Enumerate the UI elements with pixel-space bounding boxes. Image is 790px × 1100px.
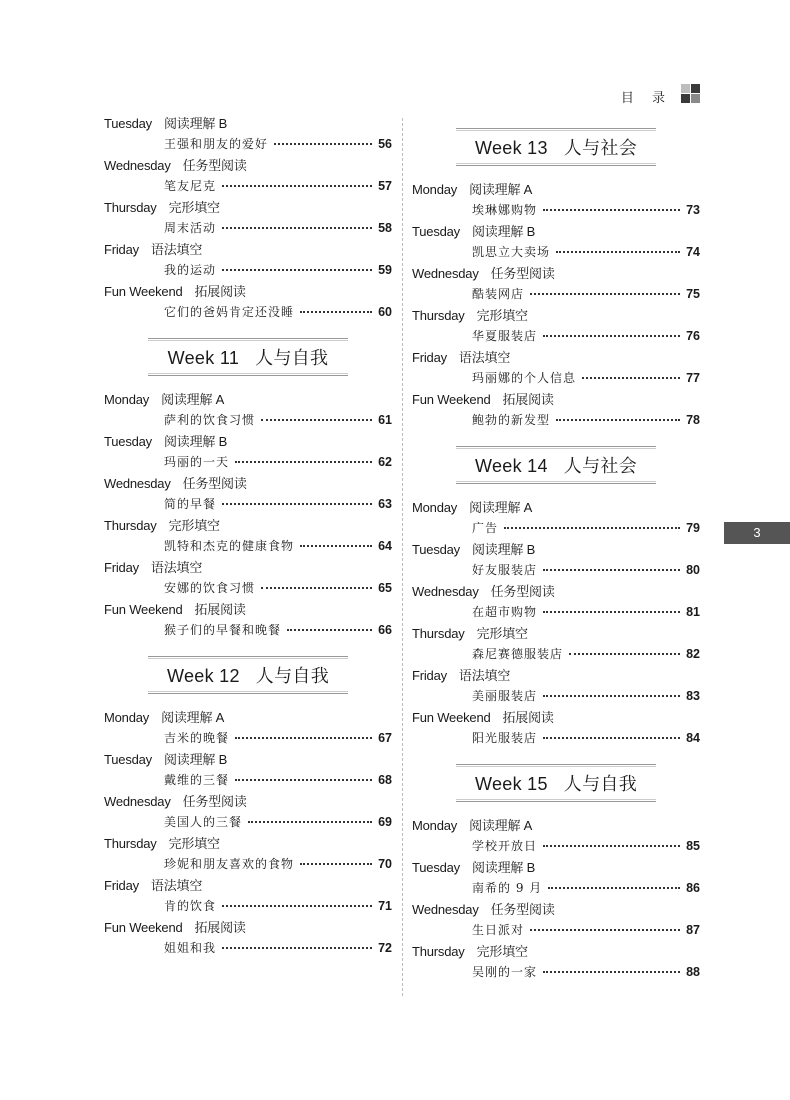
day-name: Wednesday	[104, 794, 171, 809]
day-heading	[412, 581, 700, 602]
entry-title: 笔友尼克	[164, 179, 217, 193]
banner-rule	[456, 163, 656, 164]
dot-leader	[530, 293, 680, 295]
day-name: Fun Weekend	[412, 392, 491, 407]
entry-title: 玛丽娜的个人信息	[472, 371, 577, 385]
day-name: Wednesday	[104, 158, 171, 173]
day-name: Thursday	[104, 200, 157, 215]
day-heading	[412, 347, 700, 368]
exercise-type: 阅读理解 A	[469, 818, 533, 833]
page-number: 79	[686, 521, 700, 535]
day-heading	[412, 221, 700, 242]
page-number: 87	[686, 923, 700, 937]
exercise-type: 阅读理解 B	[471, 542, 536, 557]
banner-rule	[456, 483, 656, 484]
banner-rule	[456, 766, 656, 767]
entry-title: 肯的饮食	[164, 899, 217, 913]
exercise-type: 拓展阅读	[194, 284, 246, 299]
page-number: 59	[378, 263, 392, 277]
toc-entry[interactable]	[472, 728, 700, 749]
banner-rule	[456, 799, 656, 800]
toc-entry[interactable]	[164, 134, 392, 155]
exercise-type: 任务型阅读	[490, 902, 555, 917]
exercise-type: 拓展阅读	[502, 710, 554, 725]
day-name: Fun Weekend	[104, 284, 183, 299]
page-number: 82	[686, 647, 700, 661]
entry-title: 美国人的三餐	[164, 815, 243, 829]
page-number: 74	[686, 245, 700, 259]
exercise-type: 完形填空	[168, 200, 220, 215]
day-name: Monday	[104, 392, 150, 407]
toc-entry[interactable]	[472, 410, 700, 431]
dot-leader	[543, 569, 680, 571]
day-heading	[412, 263, 700, 284]
dot-leader	[222, 947, 372, 949]
toc-entry[interactable]	[164, 260, 392, 281]
day-name: Monday	[412, 182, 458, 197]
week-banner	[456, 446, 656, 484]
dot-leader	[556, 419, 680, 421]
day-name: Fun Weekend	[104, 920, 183, 935]
page-number: 84	[686, 731, 700, 745]
dot-leader	[543, 737, 680, 739]
dot-leader	[504, 527, 680, 529]
toc-right-column	[412, 113, 700, 983]
week-title	[456, 770, 656, 796]
dot-leader	[543, 209, 680, 211]
entry-title: 广告	[472, 521, 499, 535]
page-number: 60	[378, 305, 392, 319]
exercise-type: 阅读理解 B	[163, 116, 228, 131]
week-theme: 人与社会	[563, 456, 637, 476]
dot-leader	[300, 863, 372, 865]
entry-title: 萨利的饮食习惯	[164, 413, 256, 427]
dot-leader	[543, 611, 680, 613]
toc-entry[interactable]	[472, 644, 700, 665]
toc-entry[interactable]	[472, 602, 700, 623]
day-heading	[104, 707, 392, 728]
entry-title: 吉米的晚餐	[164, 731, 230, 745]
day-heading	[104, 431, 392, 452]
exercise-type: 拓展阅读	[194, 920, 246, 935]
dot-leader	[235, 461, 372, 463]
day-name: Monday	[412, 818, 458, 833]
banner-rule	[456, 448, 656, 449]
entry-title: 凯特和杰克的健康食物	[164, 539, 295, 553]
page-number: 77	[686, 371, 700, 385]
exercise-type: 拓展阅读	[194, 602, 246, 617]
entry-title: 我的运动	[164, 263, 217, 277]
dot-leader	[569, 653, 680, 655]
day-name: Thursday	[104, 518, 157, 533]
entry-title: 鲍勃的新发型	[472, 413, 551, 427]
page-number: 64	[378, 539, 392, 553]
day-heading	[412, 899, 700, 920]
exercise-type: 完形填空	[168, 518, 220, 533]
entry-title: 周末活动	[164, 221, 217, 235]
day-name: Tuesday	[104, 752, 152, 767]
week-theme: 人与社会	[563, 138, 637, 158]
week-number: Week 14	[474, 456, 548, 476]
dot-leader	[530, 929, 680, 931]
day-name: Tuesday	[104, 116, 152, 131]
dot-leader	[274, 143, 372, 145]
exercise-type: 阅读理解 B	[163, 752, 228, 767]
day-name: Wednesday	[104, 476, 171, 491]
dot-leader	[543, 845, 680, 847]
page-number: 76	[686, 329, 700, 343]
dot-leader	[261, 419, 372, 421]
exercise-type: 语法填空	[458, 668, 511, 683]
day-heading	[412, 305, 700, 326]
banner-rule	[148, 658, 348, 659]
day-name: Thursday	[412, 308, 465, 323]
page-number: 81	[686, 605, 700, 619]
day-name: Monday	[412, 500, 458, 515]
toc-entry[interactable]	[164, 620, 392, 641]
exercise-type: 阅读理解 A	[161, 392, 225, 407]
toc-entry[interactable]	[164, 578, 392, 599]
exercise-type: 拓展阅读	[502, 392, 554, 407]
entry-title: 吴刚的一家	[472, 965, 538, 979]
entry-title: 阳光服装店	[472, 731, 538, 745]
toc-entry[interactable]	[472, 878, 700, 899]
entry-title: 埃琳娜购物	[472, 203, 538, 217]
entry-title: 王强和朋友的爱好	[164, 137, 269, 151]
dot-leader	[287, 629, 372, 631]
page-number: 62	[378, 455, 392, 469]
toc-entry[interactable]	[472, 920, 700, 941]
day-name: Tuesday	[412, 542, 460, 557]
day-heading	[412, 497, 700, 518]
toc-entry[interactable]	[472, 686, 700, 707]
exercise-type: 语法填空	[150, 242, 203, 257]
header-logo-icon	[681, 84, 701, 104]
day-heading	[412, 665, 700, 686]
page-number: 72	[378, 941, 392, 955]
page-number: 66	[378, 623, 392, 637]
toc-entry[interactable]	[472, 560, 700, 581]
exercise-type: 阅读理解 B	[471, 224, 536, 239]
banner-rule	[148, 340, 348, 341]
entry-title: 珍妮和朋友喜欢的食物	[164, 857, 295, 871]
week-title	[148, 344, 348, 370]
page-number: 63	[378, 497, 392, 511]
dot-leader	[556, 251, 680, 253]
toc-entry[interactable]	[472, 326, 700, 347]
toc-entry[interactable]	[164, 302, 392, 323]
day-name: Tuesday	[412, 224, 460, 239]
dot-leader	[235, 779, 372, 781]
week-banner	[456, 764, 656, 802]
day-heading	[104, 389, 392, 410]
entry-title: 猴子们的早餐和晚餐	[164, 623, 282, 637]
toc-entry[interactable]	[472, 518, 700, 539]
toc-entry[interactable]	[164, 896, 392, 917]
dot-leader	[222, 227, 372, 229]
day-heading	[104, 833, 392, 854]
dot-leader	[300, 545, 372, 547]
exercise-type: 阅读理解 A	[161, 710, 225, 725]
toc-left-column	[104, 113, 392, 959]
day-heading	[412, 707, 700, 728]
day-heading	[104, 197, 392, 218]
day-heading	[412, 179, 700, 200]
toc-entry[interactable]	[472, 200, 700, 221]
day-heading	[104, 557, 392, 578]
week-banner	[148, 656, 348, 694]
page-number: 67	[378, 731, 392, 745]
dot-leader	[300, 311, 372, 313]
banner-rule	[148, 656, 348, 657]
dot-leader	[261, 587, 372, 589]
page-number: 71	[378, 899, 392, 913]
dot-leader	[222, 269, 372, 271]
page-number: 86	[686, 881, 700, 895]
toc-entry[interactable]	[164, 176, 392, 197]
entry-title: 美丽服装店	[472, 689, 538, 703]
day-heading	[412, 941, 700, 962]
page-number: 70	[378, 857, 392, 871]
banner-rule	[456, 481, 656, 482]
entry-title: 它们的爸妈肯定还没睡	[164, 305, 295, 319]
entry-title: 戴维的三餐	[164, 773, 230, 787]
banner-rule	[456, 801, 656, 802]
toc-entry[interactable]	[164, 770, 392, 791]
exercise-type: 完形填空	[168, 836, 220, 851]
exercise-type: 任务型阅读	[182, 794, 247, 809]
day-heading	[412, 623, 700, 644]
dot-leader	[543, 335, 680, 337]
exercise-type: 任务型阅读	[182, 476, 247, 491]
banner-rule	[148, 693, 348, 694]
week-number: Week 13	[474, 138, 548, 158]
day-heading	[104, 599, 392, 620]
entry-title: 酷装网店	[472, 287, 525, 301]
entry-title: 华夏服装店	[472, 329, 538, 343]
dot-leader	[543, 971, 680, 973]
banner-rule	[148, 338, 348, 339]
page-number: 88	[686, 965, 700, 979]
day-heading	[104, 749, 392, 770]
page-number: 69	[378, 815, 392, 829]
dot-leader	[582, 377, 680, 379]
toc-entry[interactable]	[472, 284, 700, 305]
toc-entry[interactable]	[164, 410, 392, 431]
exercise-type: 任务型阅读	[490, 584, 555, 599]
day-heading	[104, 113, 392, 134]
day-name: Friday	[412, 668, 447, 683]
toc-entry[interactable]	[472, 836, 700, 857]
week-banner	[148, 338, 348, 376]
exercise-type: 完形填空	[476, 626, 528, 641]
day-heading	[104, 515, 392, 536]
entry-title: 安娜的饮食习惯	[164, 581, 256, 595]
toc-entry[interactable]	[164, 854, 392, 875]
dot-leader	[248, 821, 372, 823]
week-title	[456, 452, 656, 478]
day-heading	[104, 875, 392, 896]
page-number: 65	[378, 581, 392, 595]
column-divider	[402, 118, 403, 996]
day-name: Monday	[104, 710, 150, 725]
page-number: 57	[378, 179, 392, 193]
week-number: Week 11	[167, 348, 240, 368]
page-number: 75	[686, 287, 700, 301]
day-name: Wednesday	[412, 584, 479, 599]
toc-entry[interactable]	[472, 368, 700, 389]
day-name: Fun Weekend	[412, 710, 491, 725]
week-number: Week 12	[166, 666, 240, 686]
week-theme: 人与自我	[255, 348, 329, 368]
banner-rule	[456, 764, 656, 765]
exercise-type: 阅读理解 A	[469, 182, 533, 197]
toc-entry[interactable]	[472, 962, 700, 983]
page-number: 68	[378, 773, 392, 787]
banner-rule	[456, 165, 656, 166]
day-name: Thursday	[104, 836, 157, 851]
dot-leader	[235, 737, 372, 739]
toc-entry[interactable]	[164, 728, 392, 749]
day-name: Tuesday	[412, 860, 460, 875]
page-number: 56	[378, 137, 392, 151]
day-name: Tuesday	[104, 434, 152, 449]
dot-leader	[222, 905, 372, 907]
exercise-type: 语法填空	[150, 560, 203, 575]
banner-rule	[148, 375, 348, 376]
exercise-type: 任务型阅读	[182, 158, 247, 173]
day-name: Thursday	[412, 944, 465, 959]
exercise-type: 阅读理解 A	[469, 500, 533, 515]
entry-title: 玛丽的一天	[164, 455, 230, 469]
day-name: Friday	[104, 878, 139, 893]
dot-leader	[222, 503, 372, 505]
dot-leader	[222, 185, 372, 187]
exercise-type: 语法填空	[150, 878, 203, 893]
day-heading	[412, 857, 700, 878]
page-number: 61	[378, 413, 392, 427]
entry-title: 好友服装店	[472, 563, 538, 577]
exercise-type: 完形填空	[476, 308, 528, 323]
entry-title: 森尼赛德服装店	[472, 647, 564, 661]
toc-entry[interactable]	[164, 452, 392, 473]
week-theme: 人与自我	[255, 666, 329, 686]
day-name: Friday	[412, 350, 447, 365]
page-number: 73	[686, 203, 700, 217]
banner-rule	[148, 691, 348, 692]
week-theme: 人与自我	[563, 774, 637, 794]
exercise-type: 完形填空	[476, 944, 528, 959]
day-name: Friday	[104, 242, 139, 257]
day-name: Wednesday	[412, 902, 479, 917]
day-name: Friday	[104, 560, 139, 575]
toc-entry[interactable]	[164, 536, 392, 557]
toc-entry[interactable]	[164, 812, 392, 833]
exercise-type: 语法填空	[458, 350, 511, 365]
toc-entry[interactable]	[164, 938, 392, 959]
day-heading	[104, 917, 392, 938]
day-heading	[104, 791, 392, 812]
day-heading	[412, 539, 700, 560]
day-heading	[412, 815, 700, 836]
entry-title: 姐姐和我	[164, 941, 217, 955]
week-title	[148, 662, 348, 688]
toc-entry[interactable]	[164, 494, 392, 515]
entry-title: 学校开放日	[472, 839, 538, 853]
toc-entry[interactable]	[164, 218, 392, 239]
day-heading	[104, 155, 392, 176]
page-number: 80	[686, 563, 700, 577]
day-name: Thursday	[412, 626, 465, 641]
page-number: 85	[686, 839, 700, 853]
day-heading	[104, 239, 392, 260]
entry-title: 简的早餐	[164, 497, 217, 511]
exercise-type: 阅读理解 B	[163, 434, 228, 449]
day-name: Fun Weekend	[104, 602, 183, 617]
banner-rule	[456, 446, 656, 447]
page-number: 58	[378, 221, 392, 235]
day-name: Wednesday	[412, 266, 479, 281]
week-banner	[456, 128, 656, 166]
dot-leader	[548, 887, 680, 889]
dot-leader	[543, 695, 680, 697]
entry-title: 南希的 9 月	[472, 881, 543, 895]
entry-title: 在超市购物	[472, 605, 538, 619]
page-number-tab: 3	[724, 522, 790, 544]
day-heading	[104, 473, 392, 494]
page-header	[0, 84, 790, 108]
day-heading	[412, 389, 700, 410]
entry-title: 生日派对	[472, 923, 525, 937]
banner-rule	[148, 373, 348, 374]
exercise-type: 任务型阅读	[490, 266, 555, 281]
toc-entry[interactable]	[472, 242, 700, 263]
header-title: 目 录	[620, 91, 672, 106]
week-number: Week 15	[474, 774, 548, 794]
entry-title: 凯思立大卖场	[472, 245, 551, 259]
exercise-type: 阅读理解 B	[471, 860, 536, 875]
banner-rule	[456, 130, 656, 131]
page-number: 83	[686, 689, 700, 703]
page-number: 78	[686, 413, 700, 427]
day-heading	[104, 281, 392, 302]
banner-rule	[456, 128, 656, 129]
week-title	[456, 134, 656, 160]
